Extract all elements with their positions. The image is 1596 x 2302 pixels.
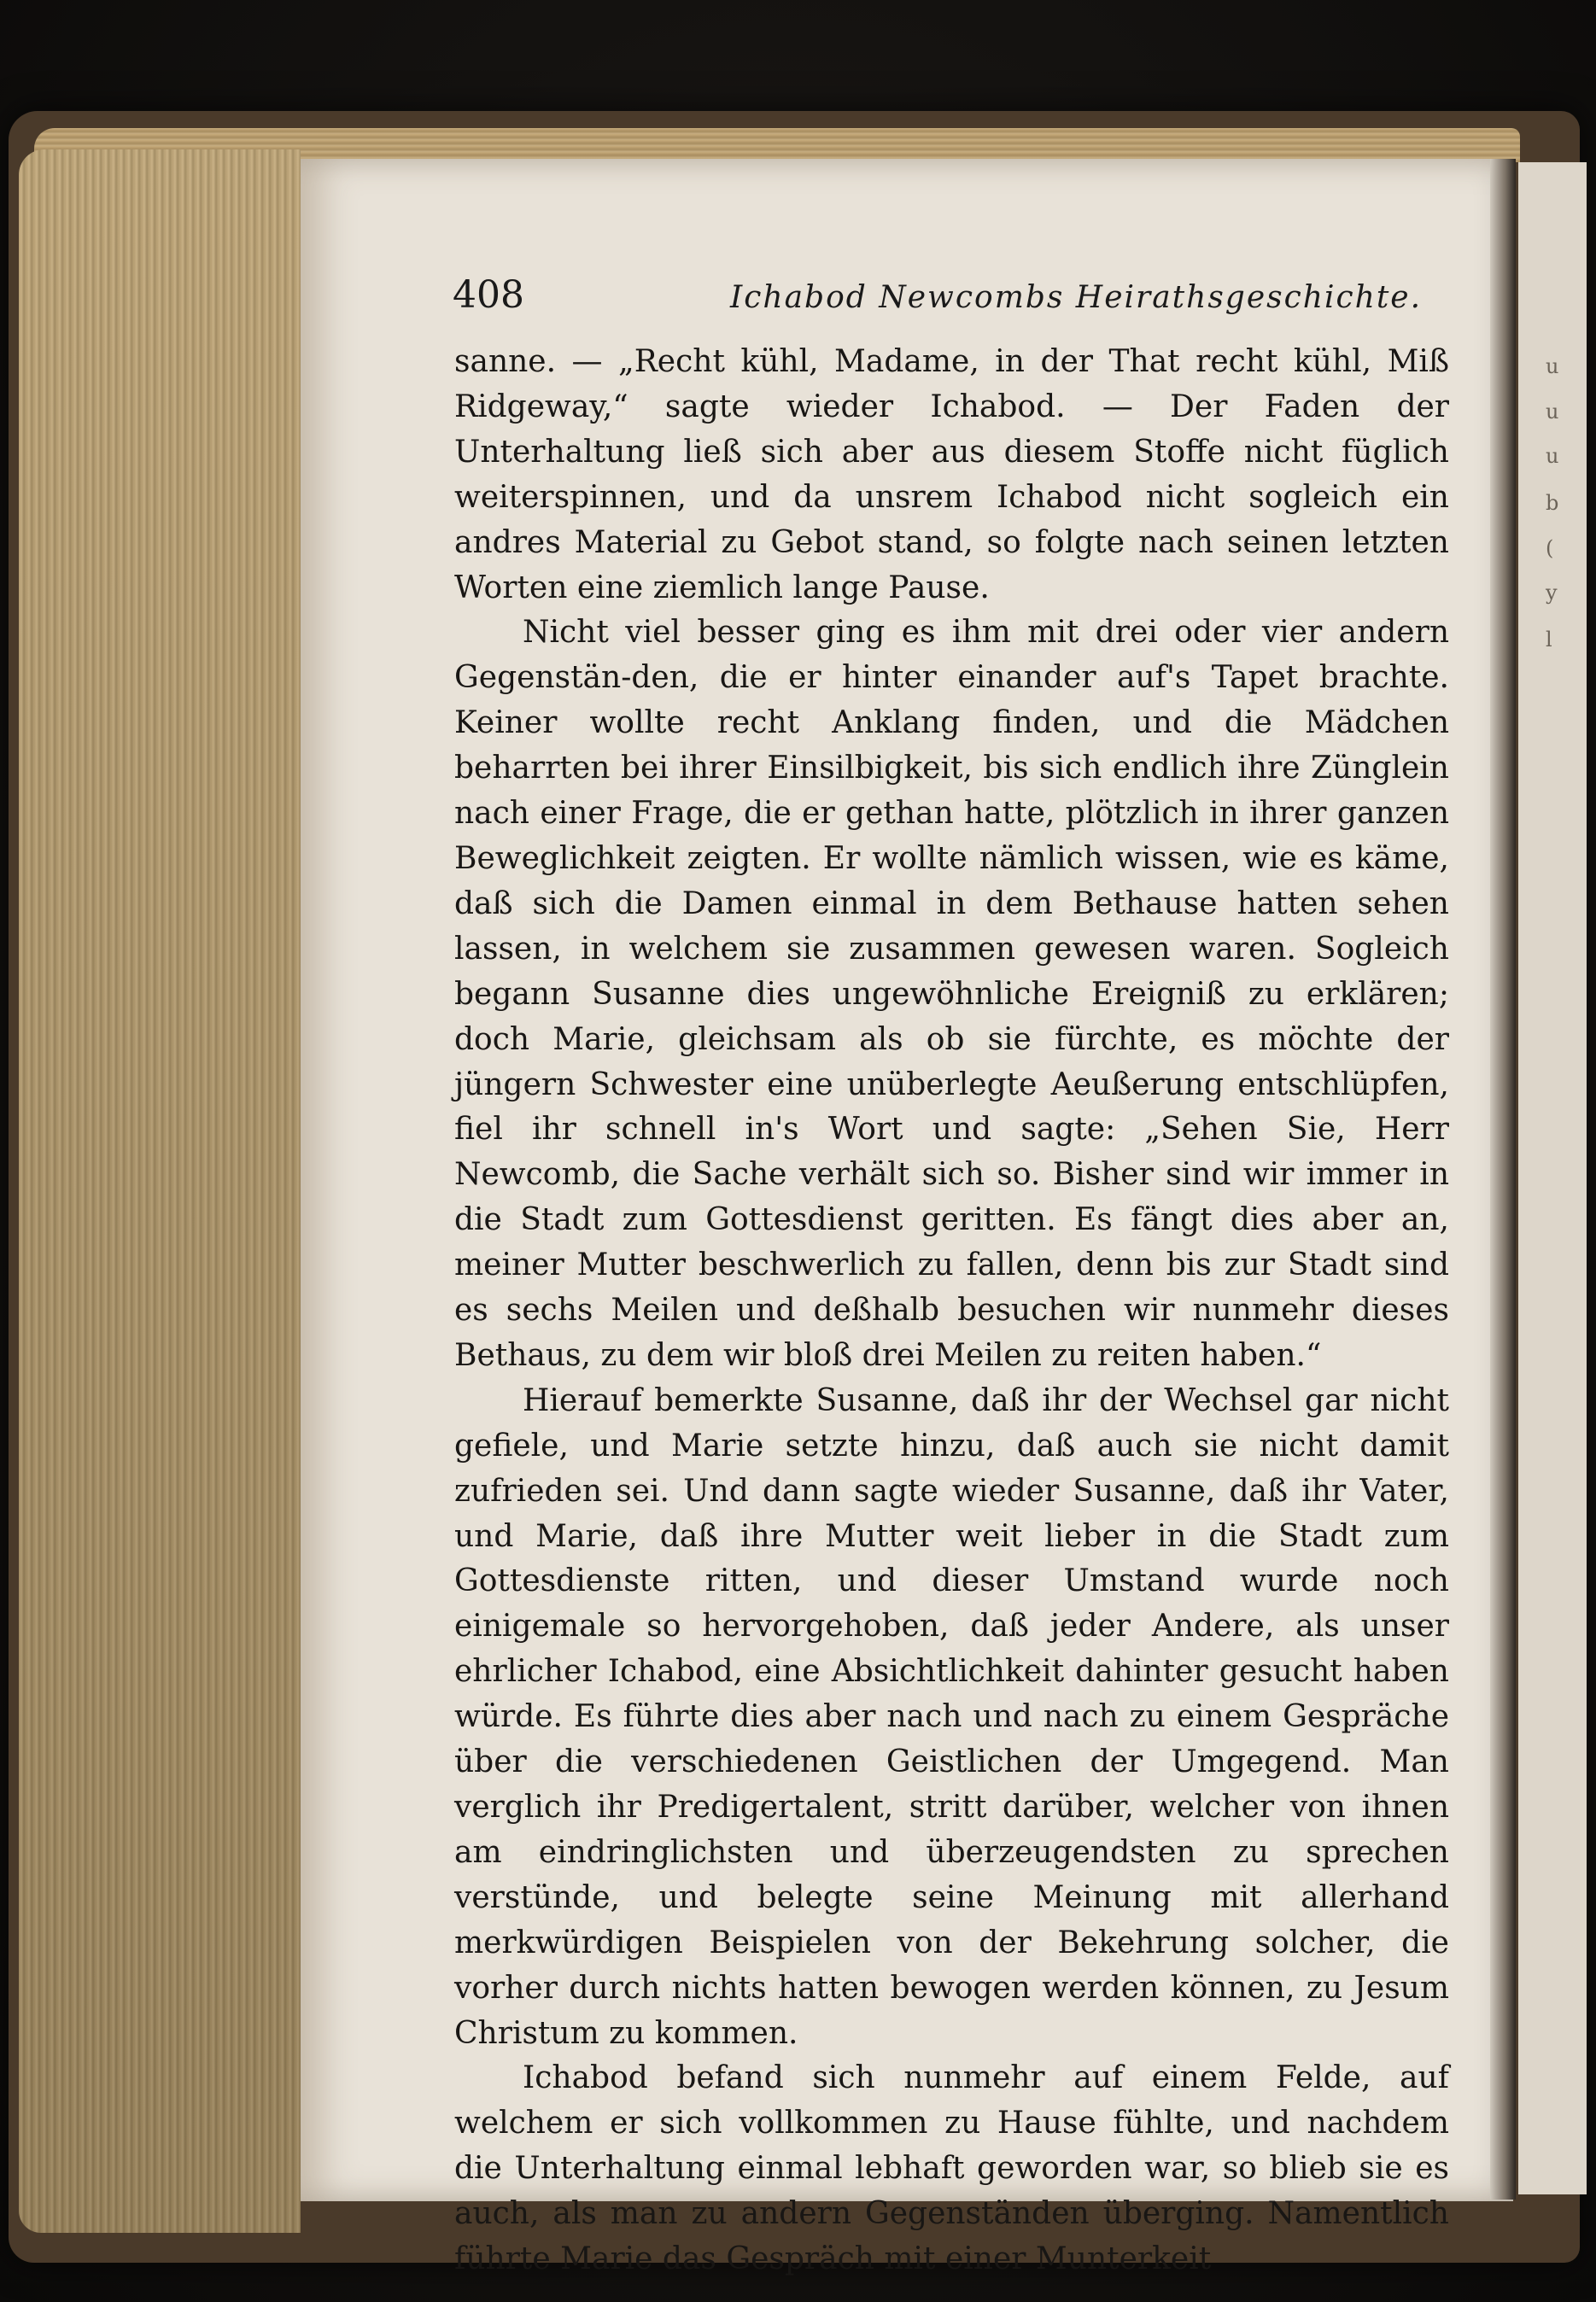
body-text xyxy=(454,340,1449,2277)
facing-page-fragment: u xyxy=(1546,444,1559,468)
paragraph: Nicht viel besser ging es ihm mit drei oder vier andern Gegenstän-den, die er hinter einander auf's Tapet brachte. Keiner wollte recht Anklang finden, und die Mädchen beharrten bei ihrer Einsilbigkeit, bis sich endlich ihre Zünglein nach einer Frage, die er gethan hatte, plötzlich in ihrer ganzen Beweglichkeit zeigten. Er wollte nämlich wissen, wie es käme, daß sich die Damen einmal in dem Bethause hatten sehen lassen, in welchem sie zusammen gewesen waren. Sogleich begann Susanne dies ungewöhnliche Ereigniß zu erklären; doch Marie, gleichsam als ob sie fürchte, es möchte der jüngern Schwester eine unüberlegte Aeußerung entschlüpfen, fiel ihr schnell in's Wort und sagte: „Sehen Sie, Herr Newcomb, die Sache verhält sich so. Bisher sind wir immer in die Stadt zum Gottesdienst geritten. Es fängt dies aber an, meiner Mutter beschwerlich zu fallen, denn bis zur Stadt sind es sechs Meilen und deßhalb besuchen wir nunmehr dieses Bethaus, zu dem wir bloß drei Meilen zu reiten haben.“ xyxy=(454,615,1449,1373)
book-gutter xyxy=(1490,159,1516,2200)
facing-page-sliver xyxy=(1518,162,1587,2194)
facing-page-fragment: y xyxy=(1546,581,1558,605)
page-edge-shade xyxy=(19,149,301,2233)
facing-page-fragment: b xyxy=(1546,491,1559,515)
facing-page-fragment: ( xyxy=(1546,536,1554,560)
running-head xyxy=(453,273,1460,324)
facing-page-fragment: u xyxy=(1546,400,1559,424)
page-number: 408 xyxy=(453,273,524,317)
facing-page-fragment: l xyxy=(1546,628,1552,651)
paragraph: Hierauf bemerkte Susanne, daß ihr der Wechsel gar nicht gefiele, und Marie setzte hinzu, daß auch sie nicht damit zufrieden sei. Und dann sagte wieder Susanne, daß ihr Vater, und Marie, daß ihre Mutter weit lieber in die Stadt zum Gottesdienste ritten, und dieser Umstand wurde noch einigemale so hervorgehoben, daß jeder Andere, als unser ehrlicher Ichabod, eine Absichtlichkeit dahinter gesucht haben würde. Es führte dies aber nach und nach zu einem Gespräche über die verschiedenen Geistlichen der Umgegend. Man verglich ihr Predigertalent, stritt darüber, welcher von ihnen am eindringlichsten und überzeugendsten zu sprechen verstünde, und belegte seine Meinung mit allerhand merkwürdigen Beispielen von der Bekehrung solcher, die vorher durch nichts hatten bewogen werden können, zu Jesum Christum zu kommen. xyxy=(454,1382,1449,2051)
paragraph: sanne. — „Recht kühl, Madame, in der That recht kühl, Miß Ridgeway,“ sagte wieder Ichabod. — Der Faden der Unterhaltung ließ sich aber aus diesem Stoffe nicht füglich weiterspinnen, und da unsrem Ichabod nicht sogleich ein andres Material zu Gebot stand, so folgte nach seinen letzten Worten eine ziemlich lange Pause. xyxy=(454,344,1449,605)
paragraph: Ichabod befand sich nunmehr auf einem Felde, auf welchem er sich vollkommen zu Hause fühlte, und nachdem die Unterhaltung einmal lebhaft geworden war, so blieb sie es auch, als man zu andern Gegenständen überging. Namentlich führte Marie das Gespräch mit einer Munterkeit xyxy=(454,2060,1449,2277)
running-title: Ichabod Newcombs Heirathsgeschichte. xyxy=(730,280,1423,315)
facing-page-fragment: u xyxy=(1546,354,1559,378)
